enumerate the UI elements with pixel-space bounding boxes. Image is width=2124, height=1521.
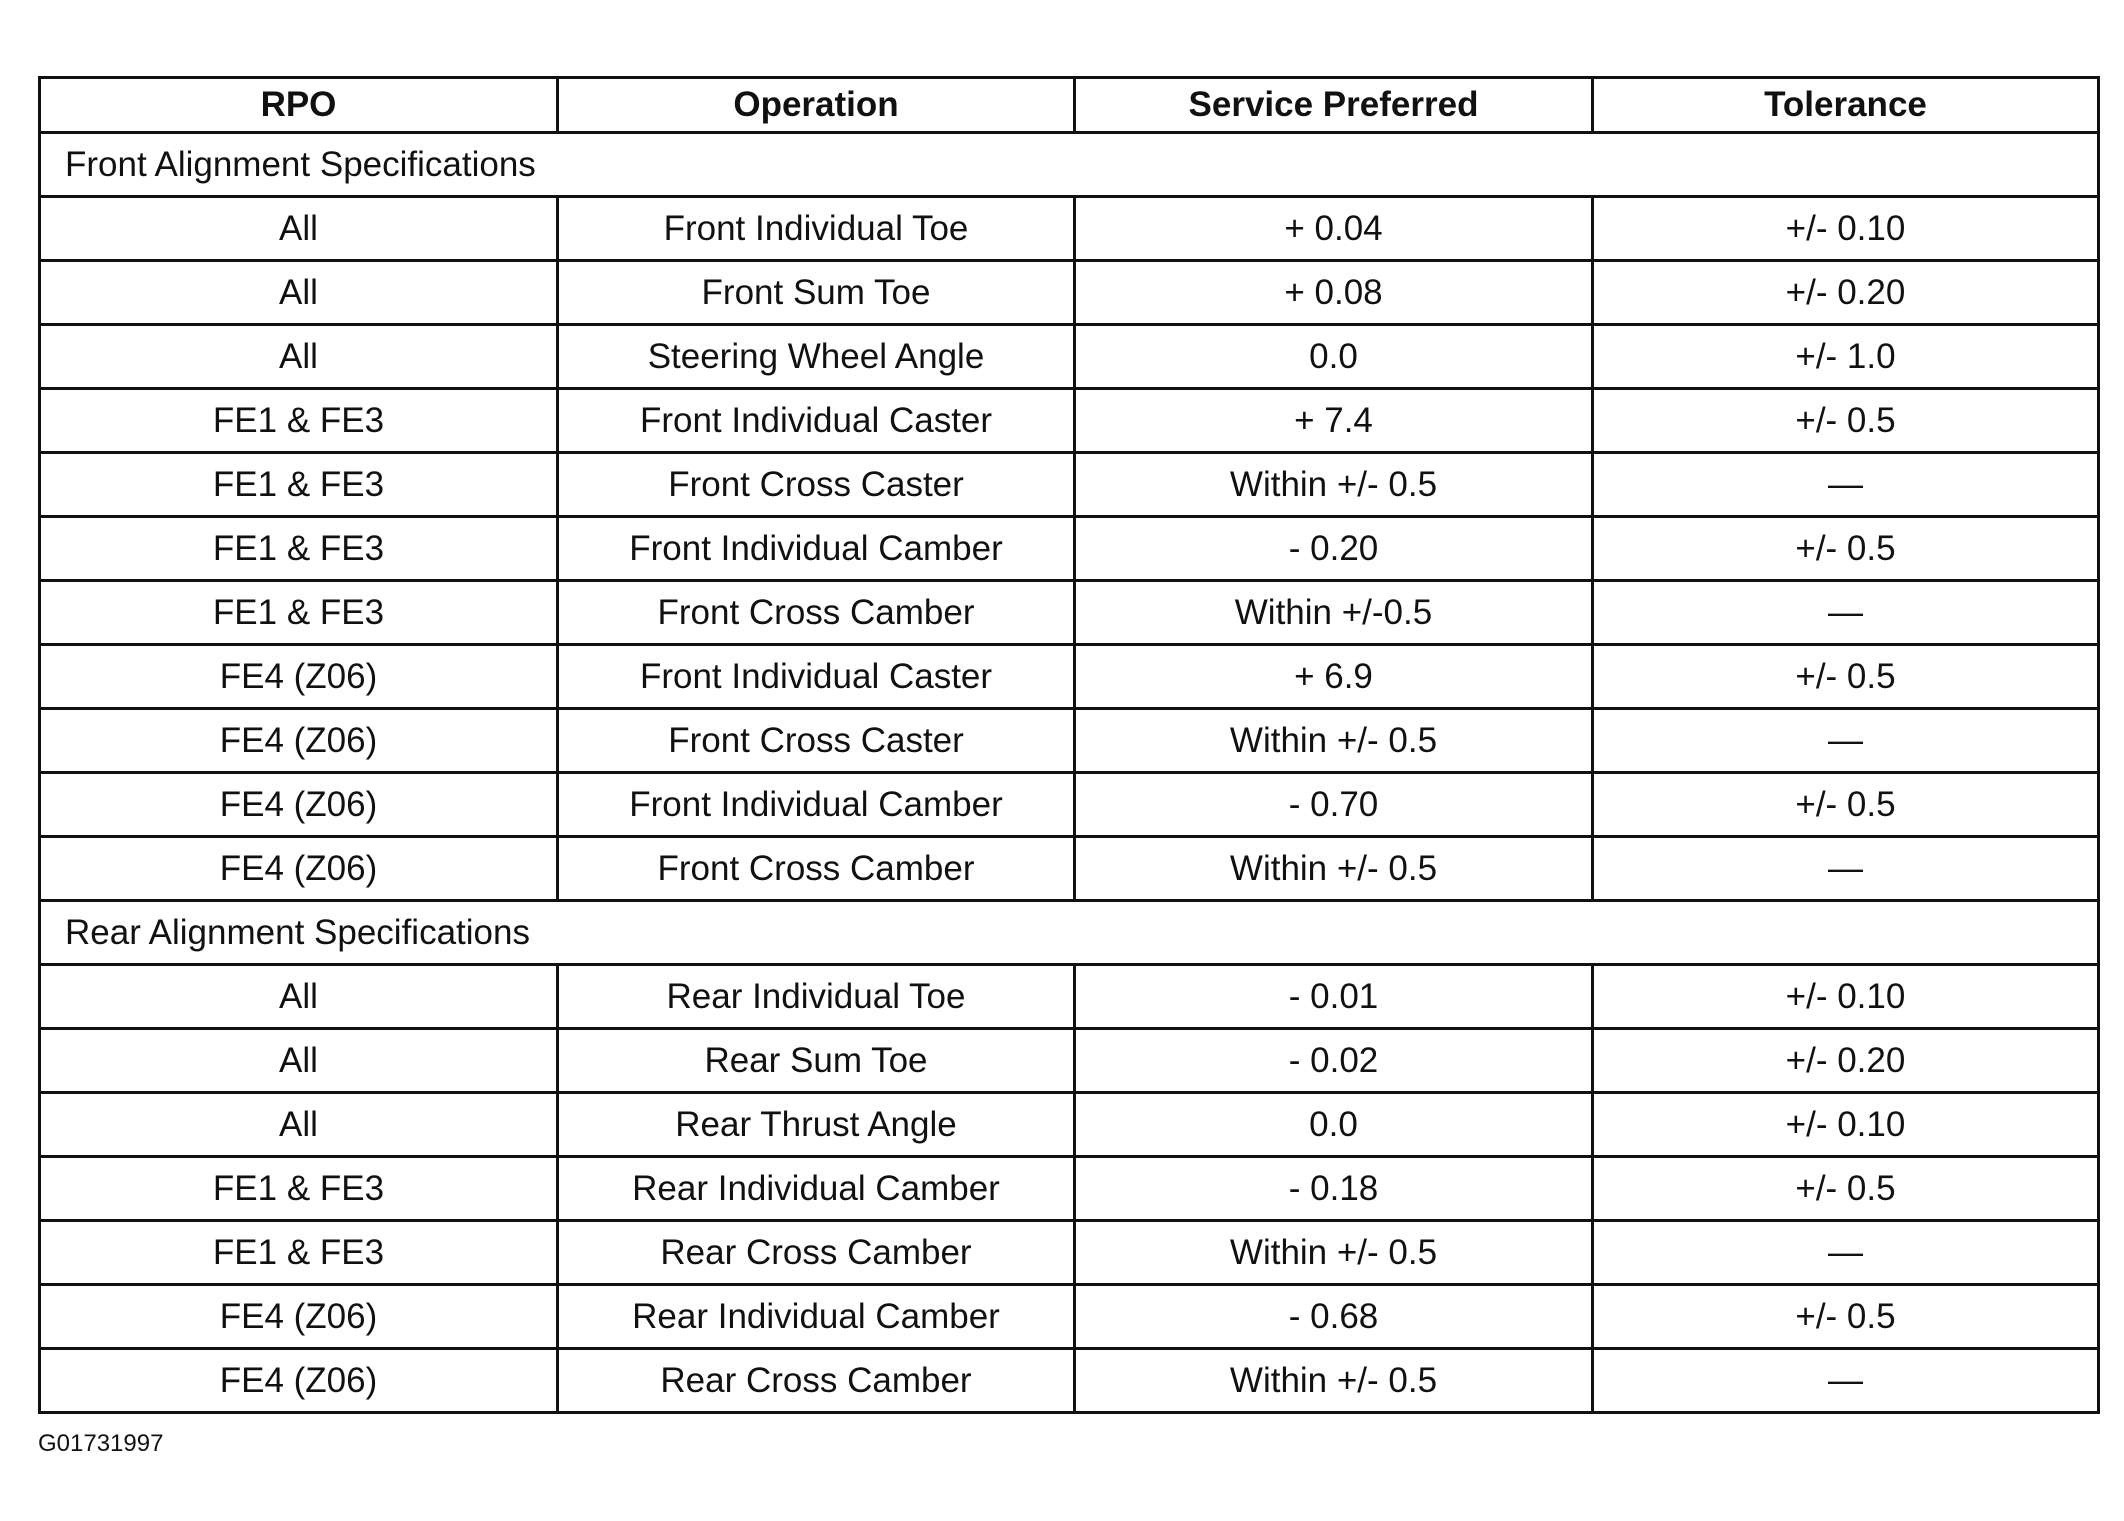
table-row bbox=[40, 1221, 2099, 1285]
tolerance-cell: — bbox=[1593, 837, 2099, 901]
service-preferred-cell: Within +/-0.5 bbox=[1075, 581, 1593, 645]
table-row bbox=[40, 773, 2099, 837]
rpo-cell: FE4 (Z06) bbox=[40, 837, 558, 901]
operation-cell: Rear Sum Toe bbox=[558, 1029, 1075, 1093]
rpo-cell: FE1 & FE3 bbox=[40, 581, 558, 645]
figure-id-label: G01731997 bbox=[38, 1430, 164, 1457]
rpo-cell: All bbox=[40, 261, 558, 325]
table-row bbox=[40, 389, 2099, 453]
operation-cell: Rear Cross Camber bbox=[558, 1349, 1075, 1413]
table-row bbox=[40, 1285, 2099, 1349]
rpo-cell: FE1 & FE3 bbox=[40, 1221, 558, 1285]
service-preferred-cell: - 0.18 bbox=[1075, 1157, 1593, 1221]
operation-cell: Front Cross Caster bbox=[558, 453, 1075, 517]
table-body bbox=[40, 133, 2099, 1413]
operation-cell: Front Individual Camber bbox=[558, 773, 1075, 837]
rpo-cell: FE4 (Z06) bbox=[40, 709, 558, 773]
service-preferred-cell: - 0.01 bbox=[1075, 965, 1593, 1029]
rpo-cell: FE4 (Z06) bbox=[40, 773, 558, 837]
service-preferred-cell: Within +/- 0.5 bbox=[1075, 1221, 1593, 1285]
section-header-row bbox=[40, 901, 2099, 965]
tolerance-cell: +/- 0.5 bbox=[1593, 1285, 2099, 1349]
tolerance-cell: +/- 0.10 bbox=[1593, 1093, 2099, 1157]
operation-cell: Front Sum Toe bbox=[558, 261, 1075, 325]
service-preferred-cell: - 0.02 bbox=[1075, 1029, 1593, 1093]
tolerance-cell: +/- 0.5 bbox=[1593, 1157, 2099, 1221]
rpo-cell: FE1 & FE3 bbox=[40, 517, 558, 581]
tolerance-cell: — bbox=[1593, 453, 2099, 517]
tolerance-cell: +/- 0.5 bbox=[1593, 389, 2099, 453]
tolerance-cell: +/- 0.20 bbox=[1593, 261, 2099, 325]
operation-cell: Front Cross Camber bbox=[558, 837, 1075, 901]
rpo-cell: FE4 (Z06) bbox=[40, 645, 558, 709]
operation-cell: Front Individual Caster bbox=[558, 645, 1075, 709]
rpo-cell: FE4 (Z06) bbox=[40, 1285, 558, 1349]
table-row bbox=[40, 837, 2099, 901]
tolerance-cell: +/- 0.5 bbox=[1593, 645, 2099, 709]
column-header-tolerance: Tolerance bbox=[1593, 78, 2099, 133]
service-preferred-cell: + 7.4 bbox=[1075, 389, 1593, 453]
service-preferred-cell: + 0.04 bbox=[1075, 197, 1593, 261]
service-preferred-cell: Within +/- 0.5 bbox=[1075, 709, 1593, 773]
table-row bbox=[40, 325, 2099, 389]
operation-cell: Rear Individual Camber bbox=[558, 1157, 1075, 1221]
tolerance-cell: +/- 0.10 bbox=[1593, 197, 2099, 261]
table-row bbox=[40, 453, 2099, 517]
table-row bbox=[40, 1029, 2099, 1093]
operation-cell: Steering Wheel Angle bbox=[558, 325, 1075, 389]
alignment-spec-table bbox=[38, 76, 2100, 1414]
column-header-rpo: RPO bbox=[40, 78, 558, 133]
rpo-cell: FE1 & FE3 bbox=[40, 453, 558, 517]
tolerance-cell: +/- 0.5 bbox=[1593, 773, 2099, 837]
operation-cell: Rear Cross Camber bbox=[558, 1221, 1075, 1285]
table-row bbox=[40, 965, 2099, 1029]
service-preferred-cell: + 0.08 bbox=[1075, 261, 1593, 325]
service-preferred-cell: Within +/- 0.5 bbox=[1075, 453, 1593, 517]
rpo-cell: All bbox=[40, 1093, 558, 1157]
table-row bbox=[40, 645, 2099, 709]
rpo-cell: FE4 (Z06) bbox=[40, 1349, 558, 1413]
section-title: Front Alignment Specifications bbox=[40, 133, 2099, 197]
table-row bbox=[40, 1093, 2099, 1157]
operation-cell: Rear Thrust Angle bbox=[558, 1093, 1075, 1157]
table-header-row bbox=[40, 78, 2099, 133]
table-row bbox=[40, 1349, 2099, 1413]
service-preferred-cell: Within +/- 0.5 bbox=[1075, 1349, 1593, 1413]
table-row bbox=[40, 517, 2099, 581]
service-preferred-cell: - 0.70 bbox=[1075, 773, 1593, 837]
tolerance-cell: +/- 1.0 bbox=[1593, 325, 2099, 389]
service-preferred-cell: 0.0 bbox=[1075, 325, 1593, 389]
service-preferred-cell: - 0.68 bbox=[1075, 1285, 1593, 1349]
table-row bbox=[40, 197, 2099, 261]
table-row bbox=[40, 581, 2099, 645]
table-row bbox=[40, 261, 2099, 325]
operation-cell: Front Cross Caster bbox=[558, 709, 1075, 773]
tolerance-cell: — bbox=[1593, 1221, 2099, 1285]
operation-cell: Rear Individual Toe bbox=[558, 965, 1075, 1029]
rpo-cell: All bbox=[40, 325, 558, 389]
tolerance-cell: +/- 0.20 bbox=[1593, 1029, 2099, 1093]
rpo-cell: FE1 & FE3 bbox=[40, 389, 558, 453]
service-preferred-cell: Within +/- 0.5 bbox=[1075, 837, 1593, 901]
service-preferred-cell: - 0.20 bbox=[1075, 517, 1593, 581]
service-preferred-cell: 0.0 bbox=[1075, 1093, 1593, 1157]
rpo-cell: All bbox=[40, 197, 558, 261]
tolerance-cell: — bbox=[1593, 1349, 2099, 1413]
rpo-cell: FE1 & FE3 bbox=[40, 1157, 558, 1221]
operation-cell: Front Individual Toe bbox=[558, 197, 1075, 261]
table-row bbox=[40, 709, 2099, 773]
operation-cell: Front Individual Caster bbox=[558, 389, 1075, 453]
service-preferred-cell: + 6.9 bbox=[1075, 645, 1593, 709]
operation-cell: Front Cross Camber bbox=[558, 581, 1075, 645]
tolerance-cell: — bbox=[1593, 709, 2099, 773]
table-row bbox=[40, 1157, 2099, 1221]
tolerance-cell: +/- 0.5 bbox=[1593, 517, 2099, 581]
column-header-service-preferred: Service Preferred bbox=[1075, 78, 1593, 133]
rpo-cell: All bbox=[40, 965, 558, 1029]
tolerance-cell: — bbox=[1593, 581, 2099, 645]
operation-cell: Front Individual Camber bbox=[558, 517, 1075, 581]
operation-cell: Rear Individual Camber bbox=[558, 1285, 1075, 1349]
tolerance-cell: +/- 0.10 bbox=[1593, 965, 2099, 1029]
column-header-operation: Operation bbox=[558, 78, 1075, 133]
section-header-row bbox=[40, 133, 2099, 197]
section-title: Rear Alignment Specifications bbox=[40, 901, 2099, 965]
rpo-cell: All bbox=[40, 1029, 558, 1093]
